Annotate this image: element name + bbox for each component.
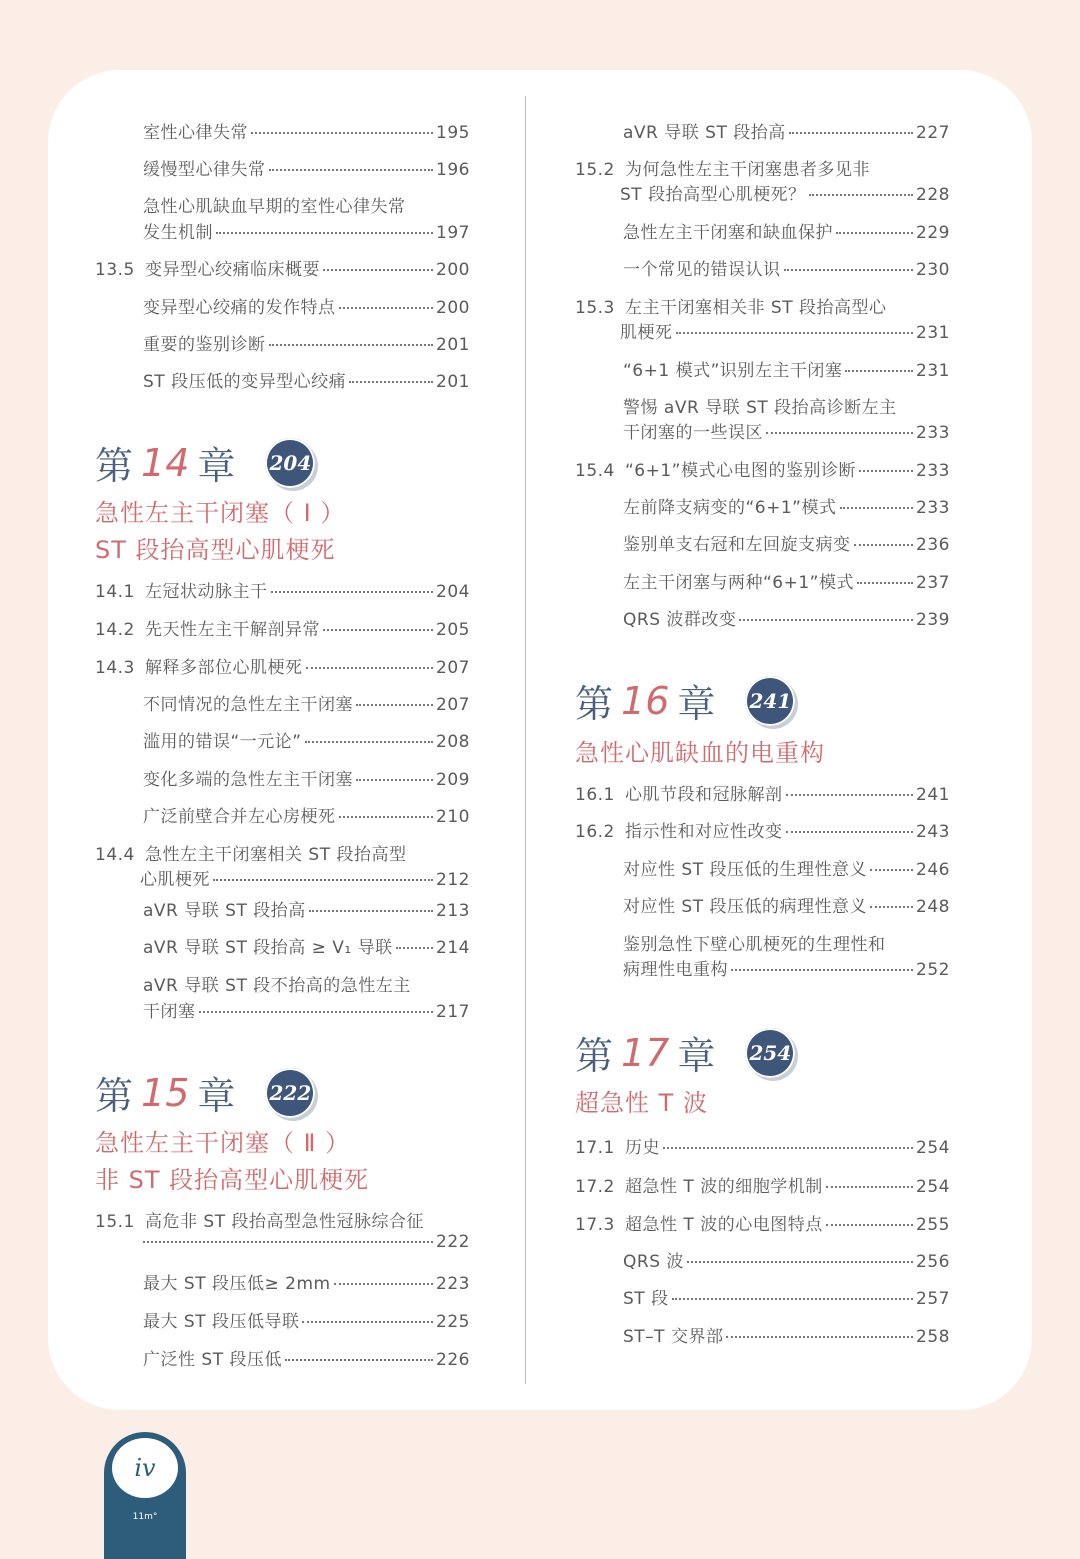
chapter-number: 17: [621, 1030, 670, 1075]
toc-entry-page: 252: [916, 960, 950, 980]
toc-entry-title: 为何急性左主干闭塞患者多见非: [625, 160, 870, 180]
toc-entry: [575, 456, 950, 481]
toc-entry-page: 200: [436, 298, 470, 318]
toc-entry: [140, 865, 470, 890]
dot-leader: [356, 704, 433, 706]
toc-entry-title: 最大 ST 段压低≥ 2mm: [143, 1274, 331, 1294]
toc-entry-title: 对应性 ST 段压低的病理性意义: [623, 897, 867, 917]
publisher-mark: 11m°: [132, 1512, 158, 1522]
toc-entry: [143, 896, 470, 921]
dot-leader: [854, 544, 914, 546]
toc-entry-title-line1: [575, 155, 870, 180]
page-number: iv: [112, 1438, 178, 1498]
dot-leader: [766, 432, 913, 434]
toc-entry-title-line1: [143, 192, 406, 217]
toc-entry-page: 231: [916, 361, 950, 381]
toc-entry: [95, 615, 470, 640]
dot-leader: [845, 370, 913, 372]
dot-leader: [786, 794, 914, 796]
toc-entry: [95, 577, 470, 602]
chapter-heading: [575, 673, 795, 728]
dot-leader: [339, 307, 434, 309]
chapter-start-page-badge: 222: [265, 1068, 315, 1118]
toc-entry-title-line2: 发生机制: [143, 223, 213, 243]
toc-entry-title: 滥用的错误“一元论”: [143, 732, 302, 752]
toc-entry-number: 15.1: [95, 1212, 135, 1232]
toc-entry: [623, 418, 950, 443]
dot-leader: [339, 816, 434, 818]
toc-entry-page: 258: [916, 1327, 950, 1347]
toc-entry-page: 226: [436, 1350, 470, 1370]
dot-leader: [396, 947, 433, 949]
toc-entry-title: aVR 导联 ST 段不抬高的急性左主: [143, 976, 411, 996]
toc-entry-page: 225: [436, 1312, 470, 1332]
toc-entry-title: 一个常见的错误认识: [623, 260, 781, 280]
toc-entry-title: 高危非 ST 段抬高型急性冠脉综合征: [145, 1212, 424, 1232]
chapter-title: 超急性 T 波: [575, 1089, 708, 1117]
toc-entry-title: 警惕 aVR 导联 ST 段抬高诊断左主: [623, 398, 897, 418]
dot-leader: [309, 910, 433, 912]
toc-entry-page: 256: [916, 1252, 950, 1272]
toc-entry-number: 14.4: [95, 845, 135, 865]
chapter-start-page-badge: 204: [265, 438, 315, 488]
toc-entry: [623, 118, 950, 143]
chapter-subtitle: 非 ST 段抬高型心肌梗死: [95, 1166, 370, 1194]
toc-entry-page: 233: [916, 423, 950, 443]
toc-entry: [143, 1307, 470, 1332]
dot-leader: [213, 879, 433, 881]
chapter-title: 急性心肌缺血的电重构: [575, 739, 825, 767]
toc-entry: [575, 780, 950, 805]
toc-entry-page: 213: [436, 901, 470, 921]
toc-entry: [623, 255, 950, 280]
toc-entry: [143, 330, 470, 355]
toc-entry-title: 左主干闭塞相关非 ST 段抬高型心: [625, 298, 887, 318]
chapter-prefix: 第: [575, 1034, 614, 1078]
toc-entry-title: 变化多端的急性左主干闭塞: [143, 770, 353, 790]
toc-entry-page: 254: [916, 1138, 950, 1158]
chapter-prefix: 第: [95, 1074, 134, 1118]
toc-entry-page: 207: [436, 695, 470, 715]
toc-entry: [143, 118, 470, 143]
toc-entry-page: 230: [916, 260, 950, 280]
toc-entry: [623, 356, 950, 381]
toc-entry-number: 14.1: [95, 582, 135, 602]
toc-entry-title: 广泛性 ST 段压低: [143, 1350, 282, 1370]
chapter-number: 14: [141, 440, 190, 485]
toc-entry-title: 鉴别单支右冠和左回旋支病变: [623, 535, 851, 555]
dot-leader: [870, 906, 913, 908]
toc-entry-page: 205: [436, 620, 470, 640]
dot-leader: [826, 1186, 913, 1188]
toc-entry-title: 先天性左主干解剖异常: [145, 620, 320, 640]
toc-entry-page: 208: [436, 732, 470, 752]
dot-leader: [349, 381, 433, 383]
toc-entry-page: 248: [916, 897, 950, 917]
toc-entry-number: 13.5: [95, 260, 135, 280]
toc-entry: [143, 933, 470, 958]
toc-entry-title: QRS 波: [623, 1252, 684, 1272]
dot-leader: [143, 1241, 433, 1243]
dot-leader: [789, 132, 913, 134]
toc-entry-page: 233: [916, 498, 950, 518]
toc-entry-title: 左前降支病变的“6+1”模式: [623, 498, 837, 518]
toc-entry-number: 17.2: [575, 1177, 615, 1197]
toc-entry-title: aVR 导联 ST 段抬高: [623, 123, 786, 143]
dot-leader: [269, 344, 434, 346]
toc-entry-title: 最大 ST 段压低导联: [143, 1312, 300, 1332]
column-divider: [525, 96, 526, 1384]
toc-entry-page: 197: [436, 223, 470, 243]
toc-entry-title: 对应性 ST 段压低的生理性意义: [623, 860, 867, 880]
toc-entry-number: 16.1: [575, 785, 615, 805]
toc-entry: [623, 1284, 950, 1309]
chapter-title: 急性左主干闭塞（ Ⅰ ）: [95, 499, 346, 527]
toc-entry-page: 255: [916, 1215, 950, 1235]
toc-entry-title: aVR 导联 ST 段抬高 ≥ V₁ 导联: [143, 938, 393, 958]
dot-leader: [784, 269, 914, 271]
toc-entry-title-line1: [95, 1207, 424, 1232]
chapter-heading: [575, 1025, 795, 1080]
toc-entry-page: 209: [436, 770, 470, 790]
toc-entry-title-line2: ST 段抬高型心肌梗死？: [620, 185, 806, 205]
toc-entry-title: 左冠状动脉主干: [145, 582, 268, 602]
toc-entry: [95, 255, 470, 280]
chapter-subtitle: ST 段抬高型心肌梗死: [95, 536, 336, 564]
chapter-suffix: 章: [197, 1074, 236, 1118]
chapter-heading: [95, 1065, 315, 1120]
chapter-prefix: 第: [95, 444, 134, 488]
chapter-suffix: 章: [677, 1034, 716, 1078]
toc-entry-number: 17.3: [575, 1215, 615, 1235]
toc-entry-page: 233: [916, 461, 950, 481]
dot-leader: [269, 169, 434, 171]
toc-entry: [623, 892, 950, 917]
toc-entry-page: 239: [916, 610, 950, 630]
toc-entry-page: 241: [916, 785, 950, 805]
chapter-start-page-badge: 241: [745, 676, 795, 726]
toc-entry-title-line1: [143, 971, 411, 996]
toc-entry-title: 指示性和对应性改变: [625, 822, 783, 842]
chapter-number: 15: [141, 1070, 190, 1115]
toc-entry: [143, 1269, 470, 1294]
toc-entry-title: 重要的鉴别诊断: [143, 335, 266, 355]
toc-entry-title: 变异型心绞痛的发作特点: [143, 298, 336, 318]
toc-entry-title: “6+1”模式心电图的鉴别诊断: [625, 461, 856, 481]
toc-entry-title: 变异型心绞痛临床概要: [145, 260, 320, 280]
toc-entry-title: 左主干闭塞与两种“6+1”模式: [623, 573, 854, 593]
toc-entry-page: 227: [916, 123, 950, 143]
toc-entry-title: ST–T 交界部: [623, 1327, 724, 1347]
dot-leader: [676, 332, 914, 334]
toc-entry-title-line2: 干闭塞的一些误区: [623, 423, 763, 443]
chapter-suffix: 章: [197, 444, 236, 488]
toc-entry-title: 历史: [625, 1138, 660, 1158]
dot-leader: [809, 194, 913, 196]
toc-entry-title: 超急性 T 波的心电图特点: [625, 1215, 823, 1235]
dot-leader: [663, 1147, 913, 1149]
toc-entry-title: aVR 导联 ST 段抬高: [143, 901, 306, 921]
dot-leader: [302, 1321, 433, 1323]
dot-leader: [731, 969, 913, 971]
toc-entry-title: 急性左主干闭塞相关 ST 段抬高型: [145, 845, 407, 865]
dot-leader: [216, 232, 433, 234]
toc-entry: [95, 653, 470, 678]
dot-leader: [285, 1359, 433, 1361]
toc-entry-title: 不同情况的急性左主干闭塞: [143, 695, 353, 715]
toc-entry: [143, 367, 470, 392]
toc-entry-page: 229: [916, 223, 950, 243]
dot-leader: [305, 741, 433, 743]
toc-entry-page: 223: [436, 1274, 470, 1294]
toc-entry-title-line2: 肌梗死: [620, 323, 673, 343]
chapter-title: 急性左主干闭塞（ Ⅱ ）: [95, 1129, 351, 1157]
toc-entry: [620, 180, 950, 205]
toc-entry: [575, 1133, 950, 1158]
toc-entry-number: 15.2: [575, 160, 615, 180]
chapter-heading: [95, 435, 315, 490]
toc-entry-title: ST 段压低的变异型心绞痛: [143, 372, 347, 392]
toc-entry-title-line1: [95, 840, 406, 865]
chapter-suffix: 章: [677, 682, 716, 726]
toc-entry-title: 广泛前壁合并左心房梗死: [143, 807, 336, 827]
toc-entry-number: 14.2: [95, 620, 135, 640]
toc-entry: [620, 318, 950, 343]
toc-entry-title: 超急性 T 波的细胞学机制: [625, 1177, 823, 1197]
dot-leader: [323, 629, 433, 631]
toc-entry: [143, 218, 470, 243]
toc-entry: [623, 568, 950, 593]
toc-entry-page: 201: [436, 372, 470, 392]
toc-entry-page: 210: [436, 807, 470, 827]
dot-leader: [356, 779, 433, 781]
toc-entry: [623, 1322, 950, 1347]
toc-entry-page: 204: [436, 582, 470, 602]
toc-entry-title: 鉴别急性下壁心肌梗死的生理性和: [623, 935, 886, 955]
dot-leader: [323, 269, 433, 271]
toc-entry-page: 200: [436, 260, 470, 280]
dot-leader: [836, 232, 913, 234]
toc-entry: [143, 1345, 470, 1370]
toc-entry-page: 231: [916, 323, 950, 343]
toc-entry-title-line1: [623, 393, 897, 418]
toc-entry: [143, 765, 470, 790]
toc-entry-title: 急性左主干闭塞和缺血保护: [623, 223, 833, 243]
toc-entry-title-line2: 心肌梗死: [140, 870, 210, 890]
toc-entry-title-line1: [623, 930, 886, 955]
chapter-prefix: 第: [575, 682, 614, 726]
toc-entry-page: 236: [916, 535, 950, 555]
toc-entry-number: 15.4: [575, 461, 615, 481]
toc-entry: [143, 802, 470, 827]
toc-entry: [143, 293, 470, 318]
toc-entry-title-line2: 干闭塞: [143, 1002, 196, 1022]
toc-entry: [575, 1172, 950, 1197]
dot-leader: [687, 1261, 913, 1263]
toc-entry-title: 解释多部位心肌梗死: [145, 658, 303, 678]
toc-entry: [575, 817, 950, 842]
toc-entry-title: 急性心肌缺血早期的室性心律失常: [143, 197, 406, 217]
toc-entry: [143, 690, 470, 715]
toc-entry-page: 214: [436, 938, 470, 958]
dot-leader: [271, 591, 434, 593]
toc-entry-page: 237: [916, 573, 950, 593]
dot-leader: [826, 1224, 913, 1226]
toc-entry-page: 246: [916, 860, 950, 880]
toc-entry: [575, 1210, 950, 1235]
toc-entry: [623, 530, 950, 555]
toc-entry-page: 217: [436, 1002, 470, 1022]
toc-entry-page: 222: [436, 1232, 470, 1252]
dot-leader: [306, 667, 434, 669]
dot-leader: [726, 1336, 913, 1338]
toc-entry-number: 17.1: [575, 1138, 615, 1158]
toc-entry-title: “6+1 模式”识别左主干闭塞: [623, 361, 843, 381]
dot-leader: [251, 132, 433, 134]
dot-leader: [870, 869, 913, 871]
dot-leader: [672, 1298, 913, 1300]
toc-entry-page: 196: [436, 160, 470, 180]
toc-entry-title: 心肌节段和冠脉解剖: [625, 785, 783, 805]
dot-leader: [840, 507, 914, 509]
toc-entry: [623, 493, 950, 518]
toc-entry: [143, 727, 470, 752]
toc-entry-number: 15.3: [575, 298, 615, 318]
toc-entry: [623, 855, 950, 880]
chapter-number: 16: [621, 678, 670, 723]
toc-entry-title: QRS 波群改变: [623, 610, 737, 630]
toc-entry: [143, 155, 470, 180]
toc-entry-page: 257: [916, 1289, 950, 1309]
toc-entry-page: 195: [436, 123, 470, 143]
dot-leader: [786, 831, 914, 833]
toc-entry-page: 201: [436, 335, 470, 355]
toc-entry-number: 14.3: [95, 658, 135, 678]
toc-entry: [623, 605, 950, 630]
toc-entry-title-line1: [575, 293, 886, 318]
toc-entry-page: 254: [916, 1177, 950, 1197]
page-tab: [104, 1432, 186, 1559]
toc-entry-page: 228: [916, 185, 950, 205]
dot-leader: [199, 1011, 434, 1013]
toc-entry: [143, 997, 470, 1022]
dot-leader: [334, 1283, 433, 1285]
toc-entry-page: 243: [916, 822, 950, 842]
toc-entry-title: ST 段: [623, 1289, 669, 1309]
dot-leader: [859, 470, 913, 472]
toc-entry: [623, 1247, 950, 1272]
toc-entry-title: 室性心律失常: [143, 123, 248, 143]
toc-entry-title: 缓慢型心律失常: [143, 160, 266, 180]
toc-entry: [623, 218, 950, 243]
toc-entry-page: 212: [436, 870, 470, 890]
toc-entry: [140, 1232, 470, 1252]
dot-leader: [857, 582, 913, 584]
chapter-start-page-badge: 254: [745, 1028, 795, 1078]
toc-entry-number: 16.2: [575, 822, 615, 842]
dot-leader: [739, 619, 913, 621]
toc-entry-page: 207: [436, 658, 470, 678]
toc-entry: [623, 955, 950, 980]
toc-entry-title-line2: 病理性电重构: [623, 960, 728, 980]
